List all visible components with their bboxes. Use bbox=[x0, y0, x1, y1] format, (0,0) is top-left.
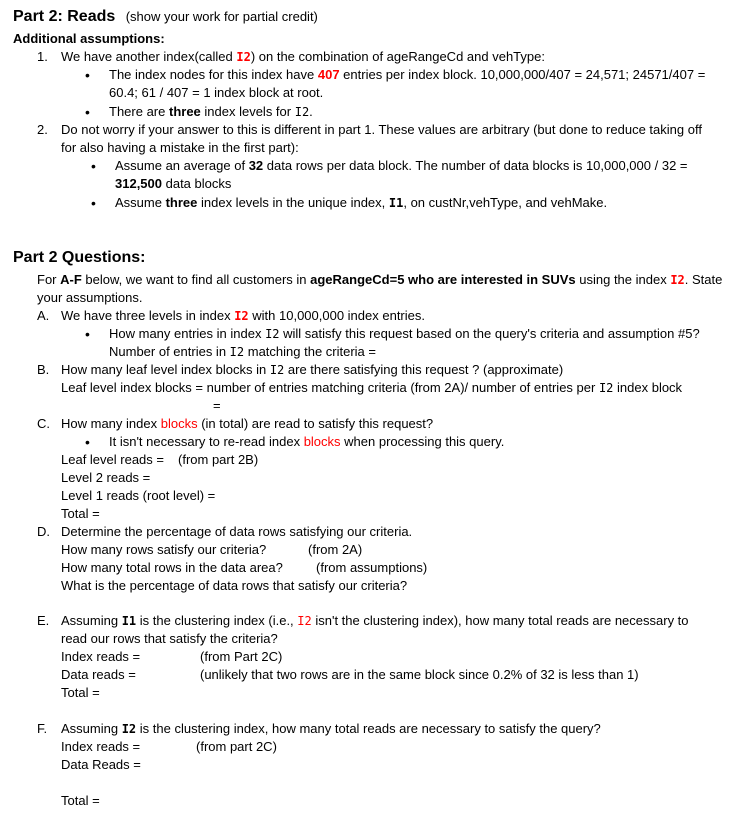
answer-label: Number of entries in bbox=[109, 344, 230, 359]
e-data-reads-label: Data reads = bbox=[61, 667, 136, 682]
index-i2-ref: I2 bbox=[265, 327, 280, 341]
bullet-text-mid: index levels in the unique index, bbox=[197, 195, 389, 210]
question-text: Assuming bbox=[61, 721, 122, 736]
question-a bbox=[61, 307, 425, 325]
question-b-formula bbox=[61, 379, 682, 397]
assumption-2-bullet-2 bbox=[115, 194, 607, 212]
blocks-highlight: blocks bbox=[303, 434, 341, 449]
question-a-letter: A. bbox=[37, 308, 50, 323]
bullet-text-end: , on custNr,vehType, and vehMake. bbox=[403, 195, 608, 210]
f-index-reads-note: (from part 2C) bbox=[196, 739, 277, 754]
question-d: Determine the percentage of data rows satisfying our criteria. bbox=[61, 524, 413, 539]
e-index-reads-label: Index reads = bbox=[61, 649, 141, 664]
index-i2-ref: I2 bbox=[294, 105, 310, 119]
index-i2-ref: I2 bbox=[598, 381, 614, 395]
bullet-text-end: data rows per data block. The number of data blocks is 10,000,000 / 32 = bbox=[263, 158, 688, 173]
leaf-level-reads-label: Leaf level reads = bbox=[61, 452, 164, 467]
question-e-cont: read our rows that satisfy the criteria? bbox=[61, 631, 278, 646]
f-index-reads-label: Index reads = bbox=[61, 739, 141, 754]
question-c bbox=[61, 415, 433, 433]
bullet-text-end: will satisfy this request based on the query's criteria and assumption #5? bbox=[279, 326, 700, 341]
index-i2-ref: I2 bbox=[297, 614, 312, 628]
question-text-end: (in total) are read to satisfy this request? bbox=[197, 416, 434, 431]
index-i2-ref: I2 bbox=[234, 309, 249, 323]
leaf-level-reads-note: (from part 2B) bbox=[178, 452, 259, 467]
question-c-letter: C. bbox=[37, 416, 50, 431]
question-text: How many leaf level index blocks in bbox=[61, 362, 270, 377]
blocks-highlight: blocks bbox=[160, 416, 198, 431]
formula-text-end: index block bbox=[613, 380, 683, 395]
question-e-letter: E. bbox=[37, 613, 50, 628]
question-f-letter: F. bbox=[37, 721, 48, 736]
part2-heading bbox=[13, 8, 318, 26]
intro-range: A-F bbox=[60, 272, 82, 287]
bullet-text: The index nodes for this index have bbox=[109, 67, 318, 82]
assumption-2-bullet-1 bbox=[115, 157, 688, 175]
question-c-bullet bbox=[109, 433, 504, 451]
question-a-answer-line bbox=[109, 343, 376, 361]
question-c-total-label: Total = bbox=[61, 506, 100, 521]
index-i2-ref: I2 bbox=[121, 722, 137, 736]
level-2-reads-label: Level 2 reads = bbox=[61, 470, 151, 485]
question-text: How many index bbox=[61, 416, 161, 431]
question-text: Assuming bbox=[61, 613, 122, 628]
e-total-label: Total = bbox=[61, 685, 100, 700]
question-b bbox=[61, 361, 563, 379]
question-f bbox=[61, 720, 601, 738]
bullet-text: Assume an average of bbox=[115, 158, 249, 173]
question-text-end: is the clustering index, how many total reads are necessary to satisfy the query? bbox=[136, 721, 601, 736]
level-1-reads-label: Level 1 reads (root level) = bbox=[61, 488, 216, 503]
bullet-text-end: data blocks bbox=[162, 176, 232, 191]
assumption-1-text-end: ) on the combination of ageRangeCd and vehType: bbox=[250, 49, 545, 64]
intro-text: For bbox=[37, 272, 61, 287]
part2-title: Part 2: Reads bbox=[13, 8, 116, 25]
f-data-reads-label: Data Reads = bbox=[61, 757, 141, 772]
entries-per-block-value: 407 bbox=[317, 67, 340, 82]
formula-text: Leaf level index blocks = number of entries matching criteria (from 2A)/ number of entries per bbox=[61, 380, 599, 395]
bullet-text-end: when processing this query. bbox=[340, 434, 505, 449]
total-rows-label: How many total rows in the data area? bbox=[61, 560, 283, 575]
questions-intro-cont: your assumptions. bbox=[37, 290, 143, 305]
total-rows-note: (from assumptions) bbox=[316, 560, 428, 575]
intro-text-end: . State bbox=[684, 272, 723, 287]
rows-satisfy-note: (from 2A) bbox=[308, 542, 363, 557]
assumption-2-line-1: Do not worry if your answer to this is different in part 1. These values are arbitrary (but done to reduce taking off bbox=[61, 122, 702, 137]
index-i2-ref: I2 bbox=[670, 273, 685, 287]
bullet-text-mid: index levels for bbox=[200, 104, 295, 119]
question-text-end: are there satisfying this request ? (approximate) bbox=[284, 362, 564, 377]
unique-index-levels: three bbox=[165, 195, 198, 210]
question-text-end: isn't the clustering index), how many total reads are necessary to bbox=[311, 613, 689, 628]
assumption-1-number: 1. bbox=[37, 49, 48, 64]
assumption-1-bullet-2 bbox=[109, 103, 313, 121]
index-i1-ref: I1 bbox=[388, 196, 404, 210]
assumption-1-bullet-1 bbox=[109, 66, 705, 84]
bullet-text: It isn't necessary to re-read index bbox=[109, 434, 304, 449]
f-total-label: Total = bbox=[61, 793, 100, 808]
question-e bbox=[61, 612, 689, 630]
index-i2-ref: I2 bbox=[229, 345, 245, 359]
assumption-1-text: We have another index(called bbox=[61, 49, 237, 64]
rows-per-block-value: 32 bbox=[248, 158, 264, 173]
data-blocks-count: 312,500 bbox=[115, 176, 162, 191]
assumption-2-line-2: for also having a mistake in the first part): bbox=[61, 140, 299, 155]
assumption-1-bullet-1-cont: 60.4; 61 / 407 = 1 index block at root. bbox=[109, 85, 324, 100]
bullet-text-end: . bbox=[309, 104, 313, 119]
question-text-end: with 10,000,000 index entries. bbox=[248, 308, 425, 323]
bullet-text-end: entries per index block. 10,000,000/407 = 24,571; 24571/407 = bbox=[339, 67, 706, 82]
e-index-reads-note: (from Part 2C) bbox=[200, 649, 283, 664]
e-data-reads-note: (unlikely that two rows are in the same block since 0.2% of 32 is less than 1) bbox=[200, 667, 639, 682]
index-i1-ref: I1 bbox=[121, 614, 137, 628]
intro-text-using: using the index bbox=[575, 272, 671, 287]
questions-intro bbox=[37, 271, 722, 289]
bullet-text: How many entries in index bbox=[109, 326, 266, 341]
percentage-question: What is the percentage of data rows that satisfy our criteria? bbox=[61, 578, 408, 593]
additional-assumptions-heading: Additional assumptions: bbox=[13, 31, 165, 46]
bullet-text: There are bbox=[109, 104, 169, 119]
answer-label-end: matching the criteria = bbox=[244, 344, 376, 359]
assumption-2-bullet-1-cont bbox=[115, 175, 231, 193]
index-levels-count: three bbox=[168, 104, 201, 119]
intro-text-mid: below, we want to find all customers in bbox=[81, 272, 311, 287]
intro-criteria: ageRangeCd=5 who are interested in SUVs bbox=[310, 272, 576, 287]
rows-satisfy-label: How many rows satisfy our criteria? bbox=[61, 542, 267, 557]
index-i2-ref: I2 bbox=[269, 363, 285, 377]
bullet-text: Assume bbox=[115, 195, 166, 210]
assumption-2-number: 2. bbox=[37, 122, 48, 137]
questions-title: Part 2 Questions: bbox=[13, 249, 146, 266]
question-text: We have three levels in index bbox=[61, 308, 235, 323]
question-b-equals: = bbox=[213, 398, 221, 413]
assumption-1 bbox=[61, 48, 545, 66]
index-i2-ref: I2 bbox=[236, 50, 251, 64]
question-b-letter: B. bbox=[37, 362, 50, 377]
part2-subtitle: (show your work for partial credit) bbox=[125, 9, 318, 24]
question-a-bullet bbox=[109, 325, 700, 343]
question-d-letter: D. bbox=[37, 524, 50, 539]
question-text-mid: is the clustering index (i.e., bbox=[136, 613, 298, 628]
